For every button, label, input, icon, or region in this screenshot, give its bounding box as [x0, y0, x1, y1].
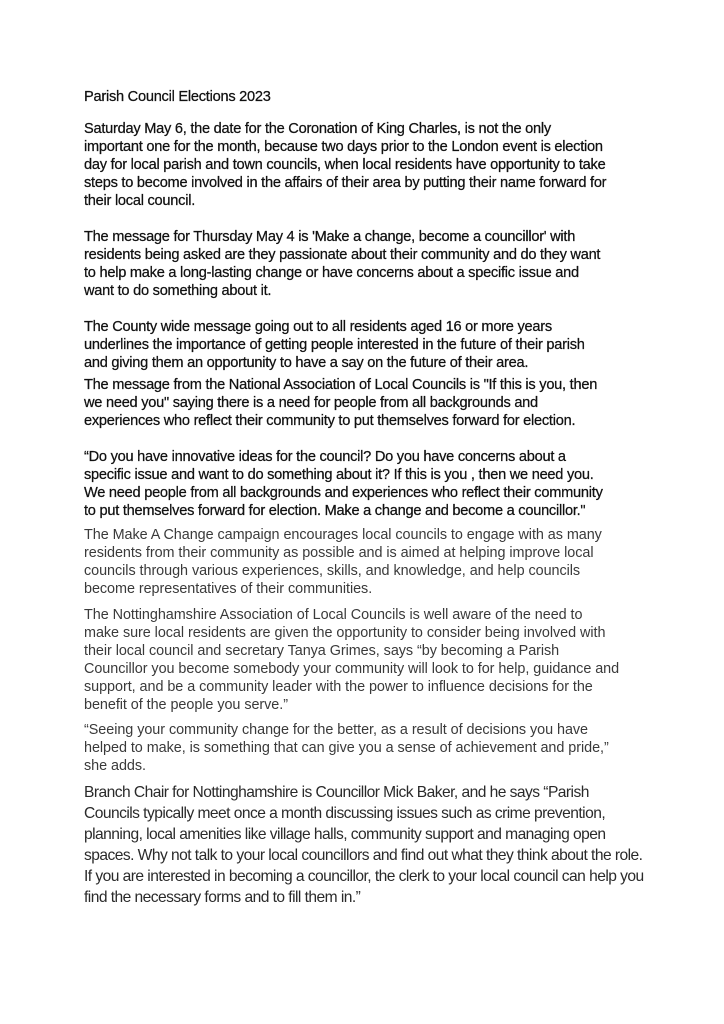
text-line: Councils typically meet once a month discussing issues such as crime prevention,	[84, 805, 606, 822]
text-line: become representatives of their communities.	[84, 581, 373, 597]
text-line: we need you" saying there is a need for people from all backgrounds and	[84, 395, 538, 411]
text-line: helped to make, is something that can give you a sense of achievement and pride,”	[84, 740, 609, 756]
text-line: If you are interested in becoming a councillor, the clerk to your local council can help you	[84, 868, 644, 885]
text-line: Councillor you become somebody your community will look to for help, guidance and	[84, 661, 620, 677]
text-line: planning, local amenities like village halls, community support and managing open	[84, 826, 606, 843]
text-line: steps to become involved in the affairs of their area by putting their name forward for	[84, 175, 607, 191]
text-line: underlines the importance of getting people interested in the future of their parish	[84, 337, 585, 353]
text-line: and giving them an opportunity to have a say on the future of their area.	[84, 355, 529, 371]
text-line: The message for Thursday May 4 is 'Make a change, become a councillor' with	[84, 229, 576, 245]
text-line: important one for the month, because two days prior to the London event is election	[84, 139, 603, 155]
document-title: Parish Council Elections 2023	[84, 89, 271, 105]
text-line: The Make A Change campaign encourages local councils to engage with as many	[84, 527, 602, 543]
text-line: The County wide message going out to all residents aged 16 or more years	[84, 319, 552, 335]
text-line: to put themselves forward for election. Make a change and become a councillor."	[84, 503, 586, 519]
text-line: “Seeing your community change for the better, as a result of decisions you have	[84, 722, 589, 738]
text-line: We need people from all backgrounds and experiences who reflect their community	[84, 485, 603, 501]
text-line: she adds.	[84, 758, 146, 774]
text-line: residents from their community as possible and is aimed at helping improve local	[84, 545, 594, 561]
text-line: their local council and secretary Tanya Grimes, says “by becoming a Parish	[84, 643, 560, 659]
text-line: to help make a long-lasting change or have concerns about a specific issue and	[84, 265, 579, 281]
text-line: make sure local residents are given the opportunity to consider being involved with	[84, 625, 606, 641]
text-line: find the necessary forms and to fill them in.”	[84, 889, 361, 906]
text-line: experiences who reflect their community to put themselves forward for election.	[84, 413, 576, 429]
text-line: Saturday May 6, the date for the Coronation of King Charles, is not the only	[84, 121, 551, 137]
text-line: residents being asked are they passionate about their community and do they want	[84, 247, 601, 263]
text-line: “Do you have innovative ideas for the council? Do you have concerns about a	[84, 449, 566, 465]
text-line: their local council.	[84, 193, 195, 209]
text-line: The Nottinghamshire Association of Local Councils is well aware of the need to	[84, 607, 583, 623]
text-line: want to do something about it.	[84, 283, 272, 299]
text-line: specific issue and want to do something about it? If this is you , then we need you.	[84, 467, 594, 483]
text-line: Branch Chair for Nottinghamshire is Councillor Mick Baker, and he says “Parish	[84, 784, 589, 801]
text-line: The message from the National Association of Local Councils is "If this is you, then	[84, 377, 598, 393]
text-line: day for local parish and town councils, when local residents have opportunity to take	[84, 157, 606, 173]
text-line: support, and be a community leader with the power to influence decisions for the	[84, 679, 593, 695]
text-line: spaces. Why not talk to your local councillors and find out what they think about the role.	[84, 847, 643, 864]
text-line: benefit of the people you serve.”	[84, 697, 288, 713]
text-line: councils through various experiences, skills, and knowledge, and help councils	[84, 563, 581, 579]
